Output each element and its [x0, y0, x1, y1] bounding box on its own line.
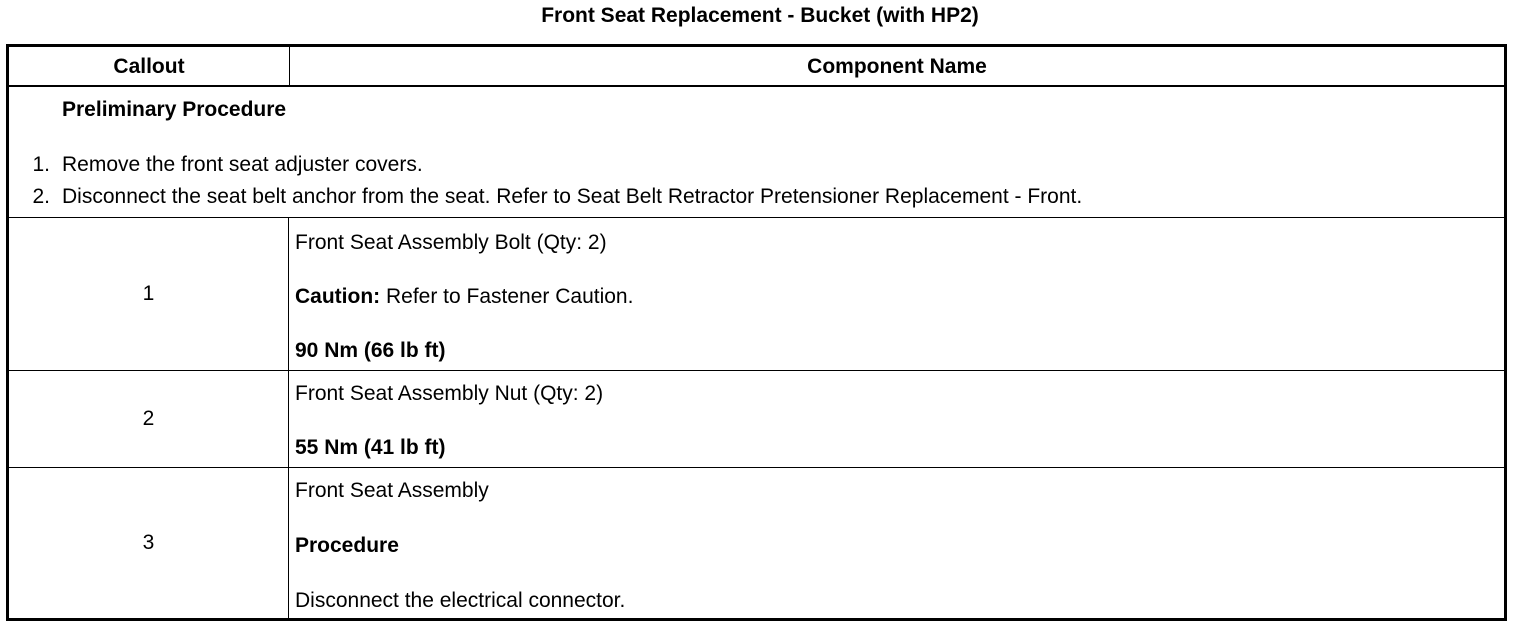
preliminary-procedure-title: Preliminary Procedure [62, 98, 287, 121]
component-name: Front Seat Assembly Nut (Qty: 2) [295, 382, 604, 405]
step-number: 1. [32, 153, 50, 176]
table-row [9, 218, 1504, 371]
page-title: Front Seat Replacement - Bucket (with HP2) [541, 4, 979, 27]
preliminary-procedure-section [9, 87, 1504, 218]
callout-number: 2 [9, 371, 289, 467]
procedure-text: Disconnect the electrical connector. [295, 589, 626, 612]
component-name: Front Seat Assembly Bolt (Qty: 2) [295, 231, 607, 254]
torque-spec: 90 Nm (66 lb ft) [295, 339, 446, 362]
step-text: Disconnect the seat belt anchor from the seat. Refer to Seat Belt Retractor Pretensioner Replacement - Front. [62, 185, 1083, 208]
caution-text: Refer to Fastener Caution. [380, 285, 634, 308]
table-row [9, 371, 1504, 468]
callout-column-header: Callout [9, 47, 290, 85]
preliminary-step [9, 152, 423, 178]
component-table [6, 44, 1507, 621]
component-name: Front Seat Assembly [295, 479, 489, 502]
preliminary-step [9, 184, 1082, 210]
table-row [9, 468, 1504, 618]
callout-number: 3 [9, 468, 289, 618]
table-header-row [9, 47, 1504, 87]
step-number: 2. [32, 185, 50, 208]
component-name-column-header: Component Name [807, 55, 987, 78]
callout-number: 1 [9, 218, 289, 370]
caution-label: Caution: [295, 285, 381, 308]
step-text: Remove the front seat adjuster covers. [62, 153, 423, 176]
procedure-label: Procedure [295, 534, 399, 557]
torque-spec: 55 Nm (41 lb ft) [295, 436, 446, 459]
caution-note [295, 284, 633, 310]
